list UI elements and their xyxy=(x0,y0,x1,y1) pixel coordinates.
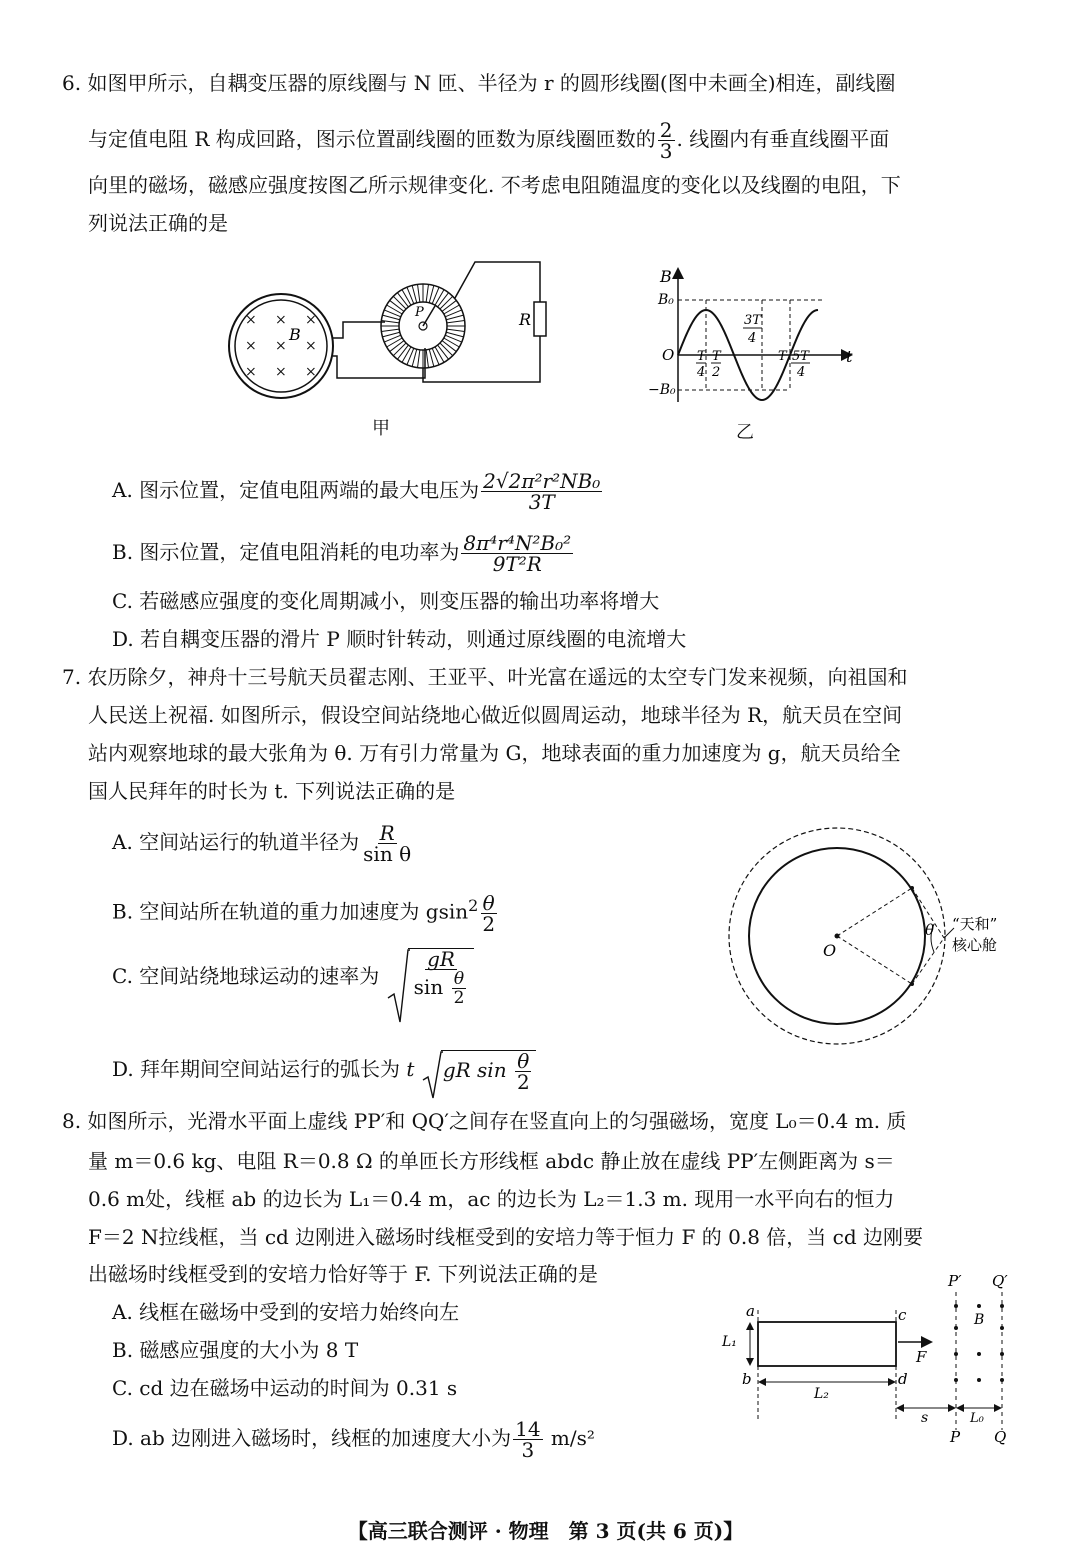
page-footer: 【高三联合测评 · 物理 第 3 页(共 6 页)】 xyxy=(347,1519,744,1543)
fig-label-core-module: 核心舱 xyxy=(952,936,998,954)
frac-denominator xyxy=(412,970,471,1007)
svg-text:×: × xyxy=(275,364,287,380)
fig-label-Q-prime: Q′ xyxy=(992,1272,1008,1290)
fig-label-O: O xyxy=(823,941,837,960)
resistor-R xyxy=(534,302,546,336)
q7-figure-orbit xyxy=(722,820,1022,1050)
frac-numerator: 2 xyxy=(659,118,673,142)
q8-stem-line3: 0.6 m处，线框 ab 的边长为 L₁＝0.4 m，ac 的边长为 L₂＝1.3 m. 现用一水平向右的恒力 xyxy=(88,1187,895,1211)
svg-text:T: T xyxy=(778,349,787,364)
q7-stem-line1: 7. 农历除夕，神舟十三号航天员翟志刚、王亚平、叶光富在遥远的太空专门发来视频，向祖国和 xyxy=(62,665,908,689)
frac-numerator: θ xyxy=(453,969,465,989)
svg-text:×: × xyxy=(275,338,287,354)
q6-stem-line2-text: 与定值电阻 R 构成回路，图示位置副线圈的匝数为原线圈匝数的 xyxy=(88,127,656,151)
q6-option-C: C. 若磁感应强度的变化周期减小，则变压器的输出功率将增大 xyxy=(112,589,660,613)
svg-text:×: × xyxy=(305,312,317,328)
fig-label-b: b xyxy=(742,1370,752,1388)
q7-option-D-text: D. 拜年期间空间站运行的弧长为 xyxy=(112,1057,401,1081)
q7-option-C-fraction xyxy=(412,949,471,1007)
svg-text:×: × xyxy=(305,364,317,380)
frac-numerator: θ xyxy=(517,1048,530,1073)
svg-text:T: T xyxy=(697,349,706,364)
q7-option-B-text: B. 空间站所在轨道的重力加速度为 gsin xyxy=(112,899,469,924)
svg-text:5T: 5T xyxy=(792,349,809,364)
fig-jia-label-P: P xyxy=(415,305,424,320)
q8-option-A: A. 线框在磁场中受到的安培力始终向左 xyxy=(112,1300,460,1324)
B0-label: B₀ xyxy=(658,292,674,308)
q7-option-A xyxy=(112,820,415,864)
q6-option-D: D. 若自耦变压器的滑片 P 顺时针转动，则通过原线圈的电流增大 xyxy=(112,627,687,651)
magnetic-field-crosses xyxy=(245,312,317,380)
frac-denominator: 3 xyxy=(659,139,673,163)
fig-label-P-prime: P′ xyxy=(948,1272,962,1290)
q7-option-B xyxy=(112,884,499,936)
svg-text:4: 4 xyxy=(748,331,757,346)
fig-label-F: F xyxy=(916,1348,927,1366)
q7-option-C xyxy=(112,948,474,1024)
q8-figure-frame xyxy=(716,1270,1036,1448)
slider-P xyxy=(423,306,435,326)
q6-stem-line3: 向里的磁场，磁感应强度按图乙所示规律变化. 不考虑电阻随温度的变化以及线圈的电阻，下 xyxy=(88,173,901,197)
q7-option-D-t: t xyxy=(406,1057,415,1081)
q7-option-A-text: A. 空间站运行的轨道半径为 xyxy=(112,830,360,854)
q6-figure-jia xyxy=(225,258,555,408)
svg-text:×: × xyxy=(245,312,257,328)
svg-text:4: 4 xyxy=(697,365,706,380)
svg-text:3T: 3T xyxy=(744,313,761,328)
y-axis-label: B xyxy=(660,267,672,286)
frac-numerator: 14 xyxy=(515,1417,541,1441)
frac-denominator: 3 xyxy=(521,1438,535,1462)
q7-option-B-exponent: 2 xyxy=(468,896,479,915)
frac-denominator: 2 xyxy=(516,1069,530,1094)
fig-jia-label-B: B xyxy=(289,325,301,344)
fig-label-Q: Q xyxy=(994,1428,1007,1446)
fig-label-L1: L₁ xyxy=(722,1334,737,1350)
q7-option-C-inner-fraction xyxy=(452,970,467,1007)
frac-denominator: 2 xyxy=(482,911,496,936)
fig-jia-label-R: R xyxy=(519,310,532,329)
q8-stem-line5: 出磁场时线框受到的安培力恰好等于 F. 下列说法正确的是 xyxy=(88,1262,598,1286)
q7-stem-line2: 人民送上祝福. 如图所示，假设空间站绕地心做近似圆周运动，地球半径为 R，航天员在空间 xyxy=(88,703,903,727)
q6-stem-line2 xyxy=(88,120,889,161)
fig-jia-caption: 甲 xyxy=(372,418,390,439)
q8-option-D-unit: m/s² xyxy=(544,1426,595,1450)
q6-stem-line2-tail: . 线圈内有垂直线圈平面 xyxy=(676,127,890,151)
negB0-label: −B₀ xyxy=(648,382,676,398)
frac-numerator: R xyxy=(379,821,395,845)
q6-option-B xyxy=(112,531,575,576)
q8-option-B: B. 磁感应强度的大小为 8 T xyxy=(112,1338,359,1362)
q6-stem-line4: 列说法正确的是 xyxy=(88,211,228,235)
frac-numerator: gR xyxy=(427,947,455,971)
q7-option-D-fraction xyxy=(515,1048,532,1094)
sin-text: sin xyxy=(413,975,444,999)
fig-label-s: s xyxy=(921,1410,929,1426)
q7-option-A-fraction xyxy=(361,823,413,864)
q6-option-B-fraction xyxy=(461,533,573,574)
fig-label-c: c xyxy=(898,1306,907,1324)
q8-stem-line2: 量 m＝0.6 kg、电阻 R＝0.8 Ω 的单匝长方形线框 abdc 静止放在虚线 PP′左侧距离为 s＝ xyxy=(88,1149,895,1173)
fig-label-B: B xyxy=(974,1312,985,1328)
svg-text:×: × xyxy=(305,338,317,354)
fig-label-L2: L₂ xyxy=(814,1386,829,1402)
q7-option-B-fraction xyxy=(480,890,497,936)
q7-option-C-sqrt xyxy=(386,948,475,1007)
svg-text:4: 4 xyxy=(797,365,806,380)
x-axis-label: t xyxy=(846,347,853,366)
frac-denominator: 9T²R xyxy=(492,552,542,576)
q8-option-D-text: D. ab 边刚进入磁场时，线框的加速度大小为 xyxy=(112,1426,512,1450)
q6-stem-line1: 6. 如图甲所示，自耦变压器的原线圈与 N 匝、半径为 r 的圆形线圈(图中未画全)相连，副线圈 xyxy=(62,71,896,95)
q6-option-A xyxy=(112,469,604,514)
svg-text:×: × xyxy=(275,312,287,328)
frac-denominator: sin θ xyxy=(363,842,412,866)
q6-option-A-fraction xyxy=(481,471,602,512)
q8-stem-line4: F＝2 N拉线框，当 cd 边刚进入磁场时线框受到的安培力等于恒力 F 的 0.8 倍，当 cd 边刚要 xyxy=(88,1225,924,1249)
fig-label-P: P xyxy=(950,1428,961,1446)
frac-denominator: 2 xyxy=(453,988,465,1008)
q7-option-D xyxy=(112,1044,536,1094)
q7-stem-line3: 站内观察地球的最大张角为 θ. 万有引力常量为 G，地球表面的重力加速度为 g，航天员给全 xyxy=(88,741,901,765)
q8-option-D-fraction xyxy=(513,1419,542,1460)
fig-label-L0: L₀ xyxy=(970,1411,984,1426)
q7-option-D-sqrt xyxy=(421,1050,536,1092)
frac-numerator: θ xyxy=(482,890,495,915)
q6-option-A-text: A. 图示位置，定值电阻两端的最大电压为 xyxy=(112,478,480,502)
frac-numerator: 8π⁴r⁴N²B₀² xyxy=(463,531,572,555)
q6-figure-yi xyxy=(640,262,870,410)
frac-denominator: 3T xyxy=(528,490,555,514)
svg-text:×: × xyxy=(245,364,257,380)
q6-option-B-text: B. 图示位置，定值电阻消耗的电功率为 xyxy=(112,540,460,564)
q6-ratio-fraction xyxy=(658,120,675,161)
origin-label: O xyxy=(662,346,675,364)
svg-text:×: × xyxy=(245,338,257,354)
fig-label-d: d xyxy=(898,1370,908,1388)
frac-numerator: 2√2π²r²NB₀ xyxy=(483,469,601,493)
q7-option-C-text: C. 空间站绕地球运动的速率为 xyxy=(112,964,380,988)
svg-text:2: 2 xyxy=(712,365,721,380)
fig-yi-caption: 乙 xyxy=(736,422,754,443)
coil-frame-abdc xyxy=(758,1322,896,1366)
q7-option-D-radicand: gR sin xyxy=(442,1057,507,1082)
fig-label-theta: θ xyxy=(925,921,935,939)
fig-label-a: a xyxy=(746,1302,755,1320)
q8-option-C: C. cd 边在磁场中运动的时间为 0.31 s xyxy=(112,1376,458,1400)
q8-option-D xyxy=(112,1416,595,1460)
q7-stem-line4: 国人民拜年的时长为 t. 下列说法正确的是 xyxy=(88,779,456,803)
fig-label-tianhe: “天和” xyxy=(952,915,998,933)
q8-stem-line1: 8. 如图所示，光滑水平面上虚线 PP′和 QQ′之间存在竖直向上的匀强磁场，宽度 L₀＝0.4 m. 质 xyxy=(62,1109,907,1133)
svg-text:T: T xyxy=(712,349,721,364)
